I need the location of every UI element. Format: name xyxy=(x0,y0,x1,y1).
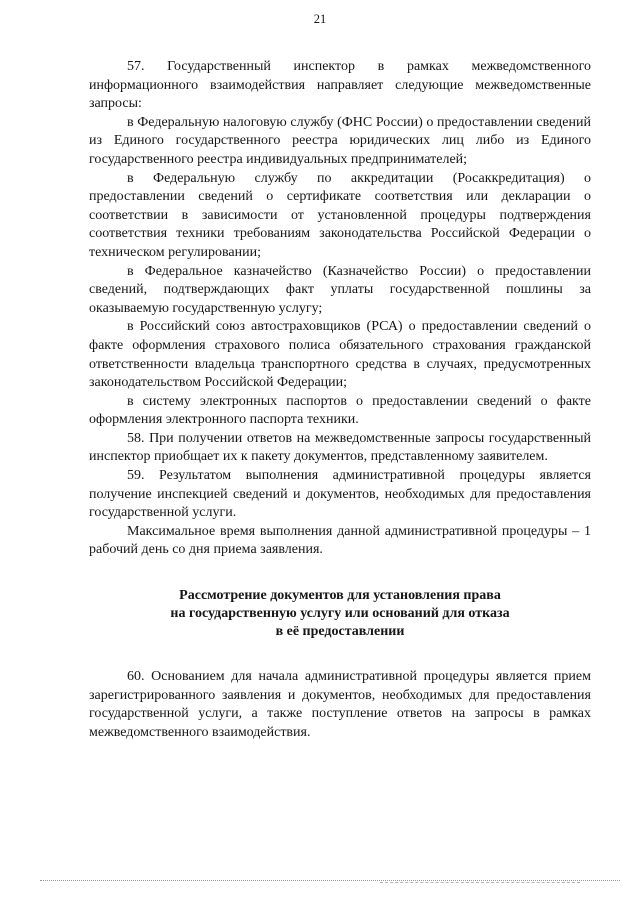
paragraph-60: 60. Основанием для начала административной процедуры является прием зарегистрированного заявления и документов, необходимых для предоставления государственной услуги, а также поступление ответов на запросы в рамках межведомственного взаимодействия. xyxy=(89,669,591,740)
max-time-paragraph: Максимальное время выполнения данной административной процедуры – 1 рабочий день со дня приема заявления. xyxy=(89,523,591,558)
paragraph-59: 59. Результатом выполнения административной процедуры является получение инспекцией сведений и документов, необходимых для предоставления государственной услуги. xyxy=(89,468,591,521)
scan-artifact-line xyxy=(40,880,620,881)
request-rsa: в Российский союз автостраховщиков (РСА) о предоставлении сведений о факте оформления страхового полиса обязательного страхования гражданской ответственности владельца транспортного средства в случаях, предусмотренных законодательством Российской Федерации; xyxy=(89,319,591,391)
paragraph-57: 57. Государственный инспектор в рамках межведомственного информационного взаимодействия направляет следующие межведомственные запросы: xyxy=(89,59,591,112)
request-fns: в Федеральную налоговую службу (ФНС России) о предоставлении сведений из Единого государственного реестра юридических лиц либо из Единого государственного реестра индивидуальных предпринимателей; xyxy=(89,114,591,167)
document-body xyxy=(89,58,591,742)
request-rosakkreditaciya: в Федеральную службу по аккредитации (Росаккредитация) о предоставлении сведений о сертификате соответствия или декларации о соответствии в зависимости от установленной процедуры подтверждения соответствия техники требованиям законодательства Российской Федерации о техническом регулировании; xyxy=(89,170,591,260)
section-heading-line-2: на государственную услугу или оснований для отказа xyxy=(170,606,510,622)
request-kaznacheystvo: в Федеральное казначейство (Казначейство России) о предоставлении сведений, подтверждающих факт уплаты государственной пошлины за оказываемую государственную услугу; xyxy=(89,263,591,316)
request-electronic-passports: в систему электронных паспортов о предоставлении сведений о факте оформления электронного паспорта техники. xyxy=(89,393,591,428)
scan-artifact-line-short xyxy=(380,882,580,883)
paragraph-58: 58. При получении ответов на межведомственные запросы государственный инспектор приобщает их к пакету документов, представленному заявителем. xyxy=(89,430,591,465)
page-number: 21 xyxy=(313,12,327,26)
section-heading xyxy=(89,587,591,641)
section-heading-line-1: Рассмотрение документов для установления права xyxy=(179,588,501,604)
section-heading-line-3: в её предоставлении xyxy=(275,624,405,640)
